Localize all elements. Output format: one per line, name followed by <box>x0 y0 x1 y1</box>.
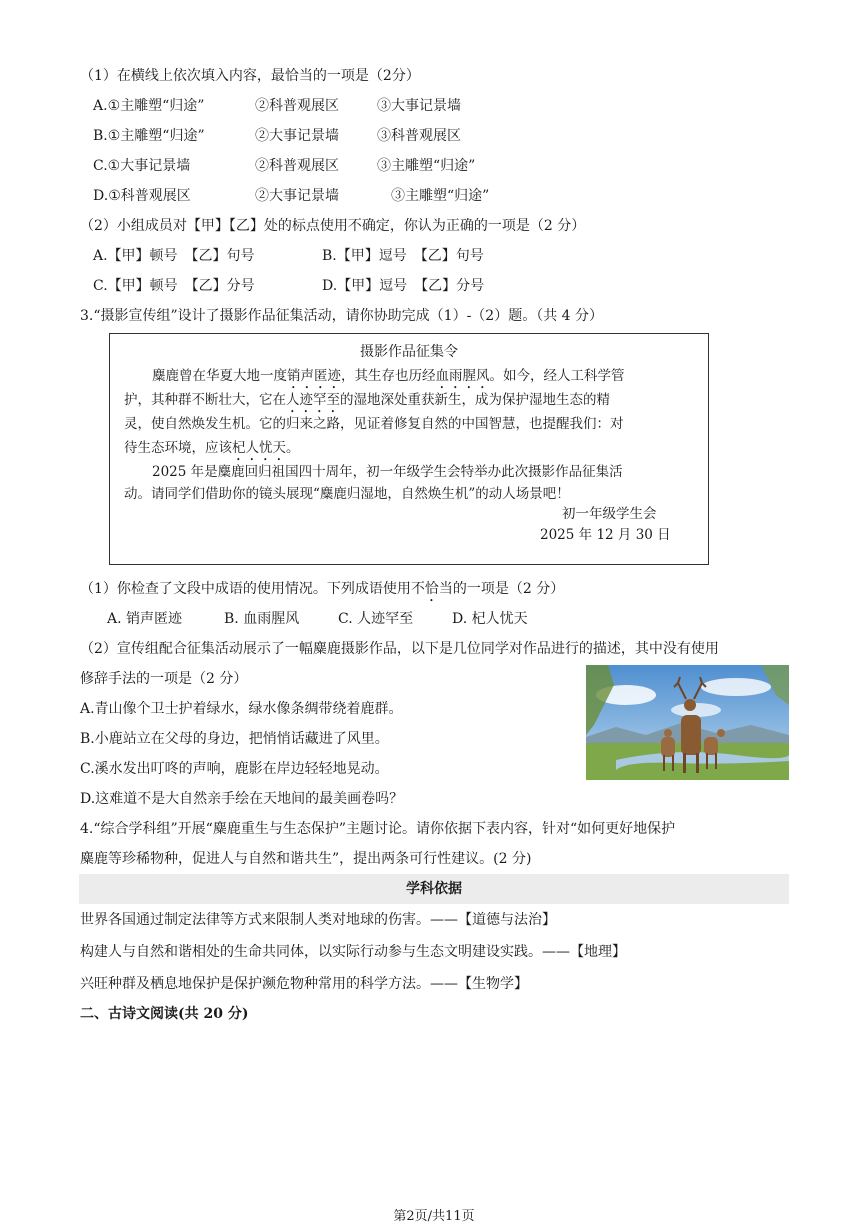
q3-sub2-option-c[interactable]: C.溪水发出叮咚的声响，鹿影在岸边轻轻地晃动。 <box>80 761 389 777</box>
deer-photo-image <box>586 665 789 780</box>
q2-stem: （2）小组成员对【甲】【乙】处的标点使用不确定，你认为正确的一项是（2 分） <box>80 218 586 234</box>
notice-signer: 初一年级学生会 <box>562 506 657 522</box>
q1-option-a-b: ②科普观展区 <box>255 98 339 114</box>
notice-date: 2025 年 12 月 30 日 <box>540 527 671 543</box>
notice-box <box>109 333 709 565</box>
notice-p1-line4: 待生态环境，应该杞人忧天。 <box>124 440 300 456</box>
q3-sub1-option-a[interactable]: A. 销声匿迹 <box>107 611 183 627</box>
notice-p1-line2: 护，其种群不断壮大，它在人迹罕至的湿地深处重获新生，成为保护湿地生态的精 <box>124 392 610 408</box>
table-row: 兴旺种群及栖息地保护是保护濒危物种常用的科学方法。——【生物学】 <box>80 976 528 992</box>
q1-option-b-c: ③科普观展区 <box>377 128 461 144</box>
q3-sub2-stem-line1: （2）宣传组配合征集活动展示了一幅麋鹿摄影作品，以下是几位同学对作品进行的描述，其中没有使用 <box>80 641 719 657</box>
notice-title: 摄影作品征集令 <box>360 344 458 360</box>
notice-p2-line1: 2025 年是麋鹿回归祖国四十周年，初一年级学生会特举办此次摄影作品征集活 <box>152 464 623 480</box>
q1-option-b-b: ②大事记景墙 <box>255 128 339 144</box>
q2-option-a[interactable]: A.【甲】顿号 【乙】句号 <box>93 248 255 264</box>
notice-p1-line3: 灵，使自然焕发生机。它的归来之路，见证着修复自然的中国智慧，也提醒我们：对 <box>124 416 624 432</box>
q1-option-d[interactable]: D.①科普观展区 <box>93 188 191 204</box>
q1-stem: （1）在横线上依次填入内容，最恰当的一项是（2分） <box>80 68 420 84</box>
table-header: 学科依据 <box>79 874 789 904</box>
q1-option-d-b: ②大事记景墙 <box>255 188 339 204</box>
q2-option-d[interactable]: D.【甲】逗号 【乙】分号 <box>322 278 485 294</box>
deer-photo <box>586 665 789 780</box>
q3-sub2-option-b[interactable]: B.小鹿站立在父母的身边，把悄悄话藏进了风里。 <box>80 731 389 747</box>
q3-sub1-option-b[interactable]: B. 血雨腥风 <box>224 611 300 627</box>
q1-option-b[interactable]: B.①主雕塑“归途” <box>93 128 205 144</box>
q3-sub1-option-d[interactable]: D. 杞人忧天 <box>452 611 528 627</box>
q1-option-c-b: ②科普观展区 <box>255 158 339 174</box>
q3-stem: 3.“摄影宣传组”设计了摄影作品征集活动，请你协助完成（1）-（2）题。（共 4 分） <box>80 308 604 324</box>
q4-stem-line1: 4.“综合学科组”开展“麋鹿重生与生态保护”主题讨论。请你依据下表内容，针对“如何更好地保护 <box>80 821 676 837</box>
q1-option-a[interactable]: A.①主雕塑“归途” <box>93 98 205 114</box>
q3-sub2-option-a[interactable]: A.青山像个卫士护着绿水，绿水像条绸带绕着鹿群。 <box>80 701 403 717</box>
q2-option-b[interactable]: B.【甲】逗号 【乙】句号 <box>322 248 484 264</box>
table-row: 世界各国通过制定法律等方式来限制人类对地球的伤害。——【道德与法治】 <box>80 912 556 928</box>
section-title: 二、古诗文阅读(共 20 分) <box>80 1006 249 1022</box>
page-number: 第2页/共11页 <box>393 1209 475 1224</box>
q3-sub1-option-c[interactable]: C. 人迹罕至 <box>338 611 414 627</box>
q3-sub2-stem-line2: 修辞手法的一项是（2 分） <box>80 671 248 687</box>
q2-option-c[interactable]: C.【甲】顿号 【乙】分号 <box>93 278 255 294</box>
notice-p2-line2: 动。请同学们借助你的镜头展现“麋鹿归湿地，自然焕生机”的动人场景吧！ <box>124 486 570 502</box>
q1-option-c-c: ③主雕塑“归途” <box>377 158 476 174</box>
q1-option-a-c: ③大事记景墙 <box>377 98 461 114</box>
q4-stem-line2: 麋鹿等珍稀物种，促进人与自然和谐共生”，提出两条可行性建议。(2 分) <box>80 851 532 867</box>
notice-p1-line1: 麋鹿曾在华夏大地一度销声匿迹，其生存也历经血雨腥风。如今，经人工科学管 <box>152 368 625 384</box>
q1-option-c[interactable]: C.①大事记景墙 <box>93 158 191 174</box>
table-row: 构建人与自然和谐相处的生命共同体，以实际行动参与生态文明建设实践。——【地理】 <box>80 944 626 960</box>
q3-sub1-stem: （1）你检查了文段中成语的使用情况。下列成语使用不恰当的一项是（2 分） <box>80 581 565 597</box>
q3-sub2-option-d[interactable]: D.这难道不是大自然亲手绘在天地间的最美画卷吗？ <box>80 791 404 807</box>
q1-option-d-c: ③主雕塑“归途” <box>391 188 490 204</box>
